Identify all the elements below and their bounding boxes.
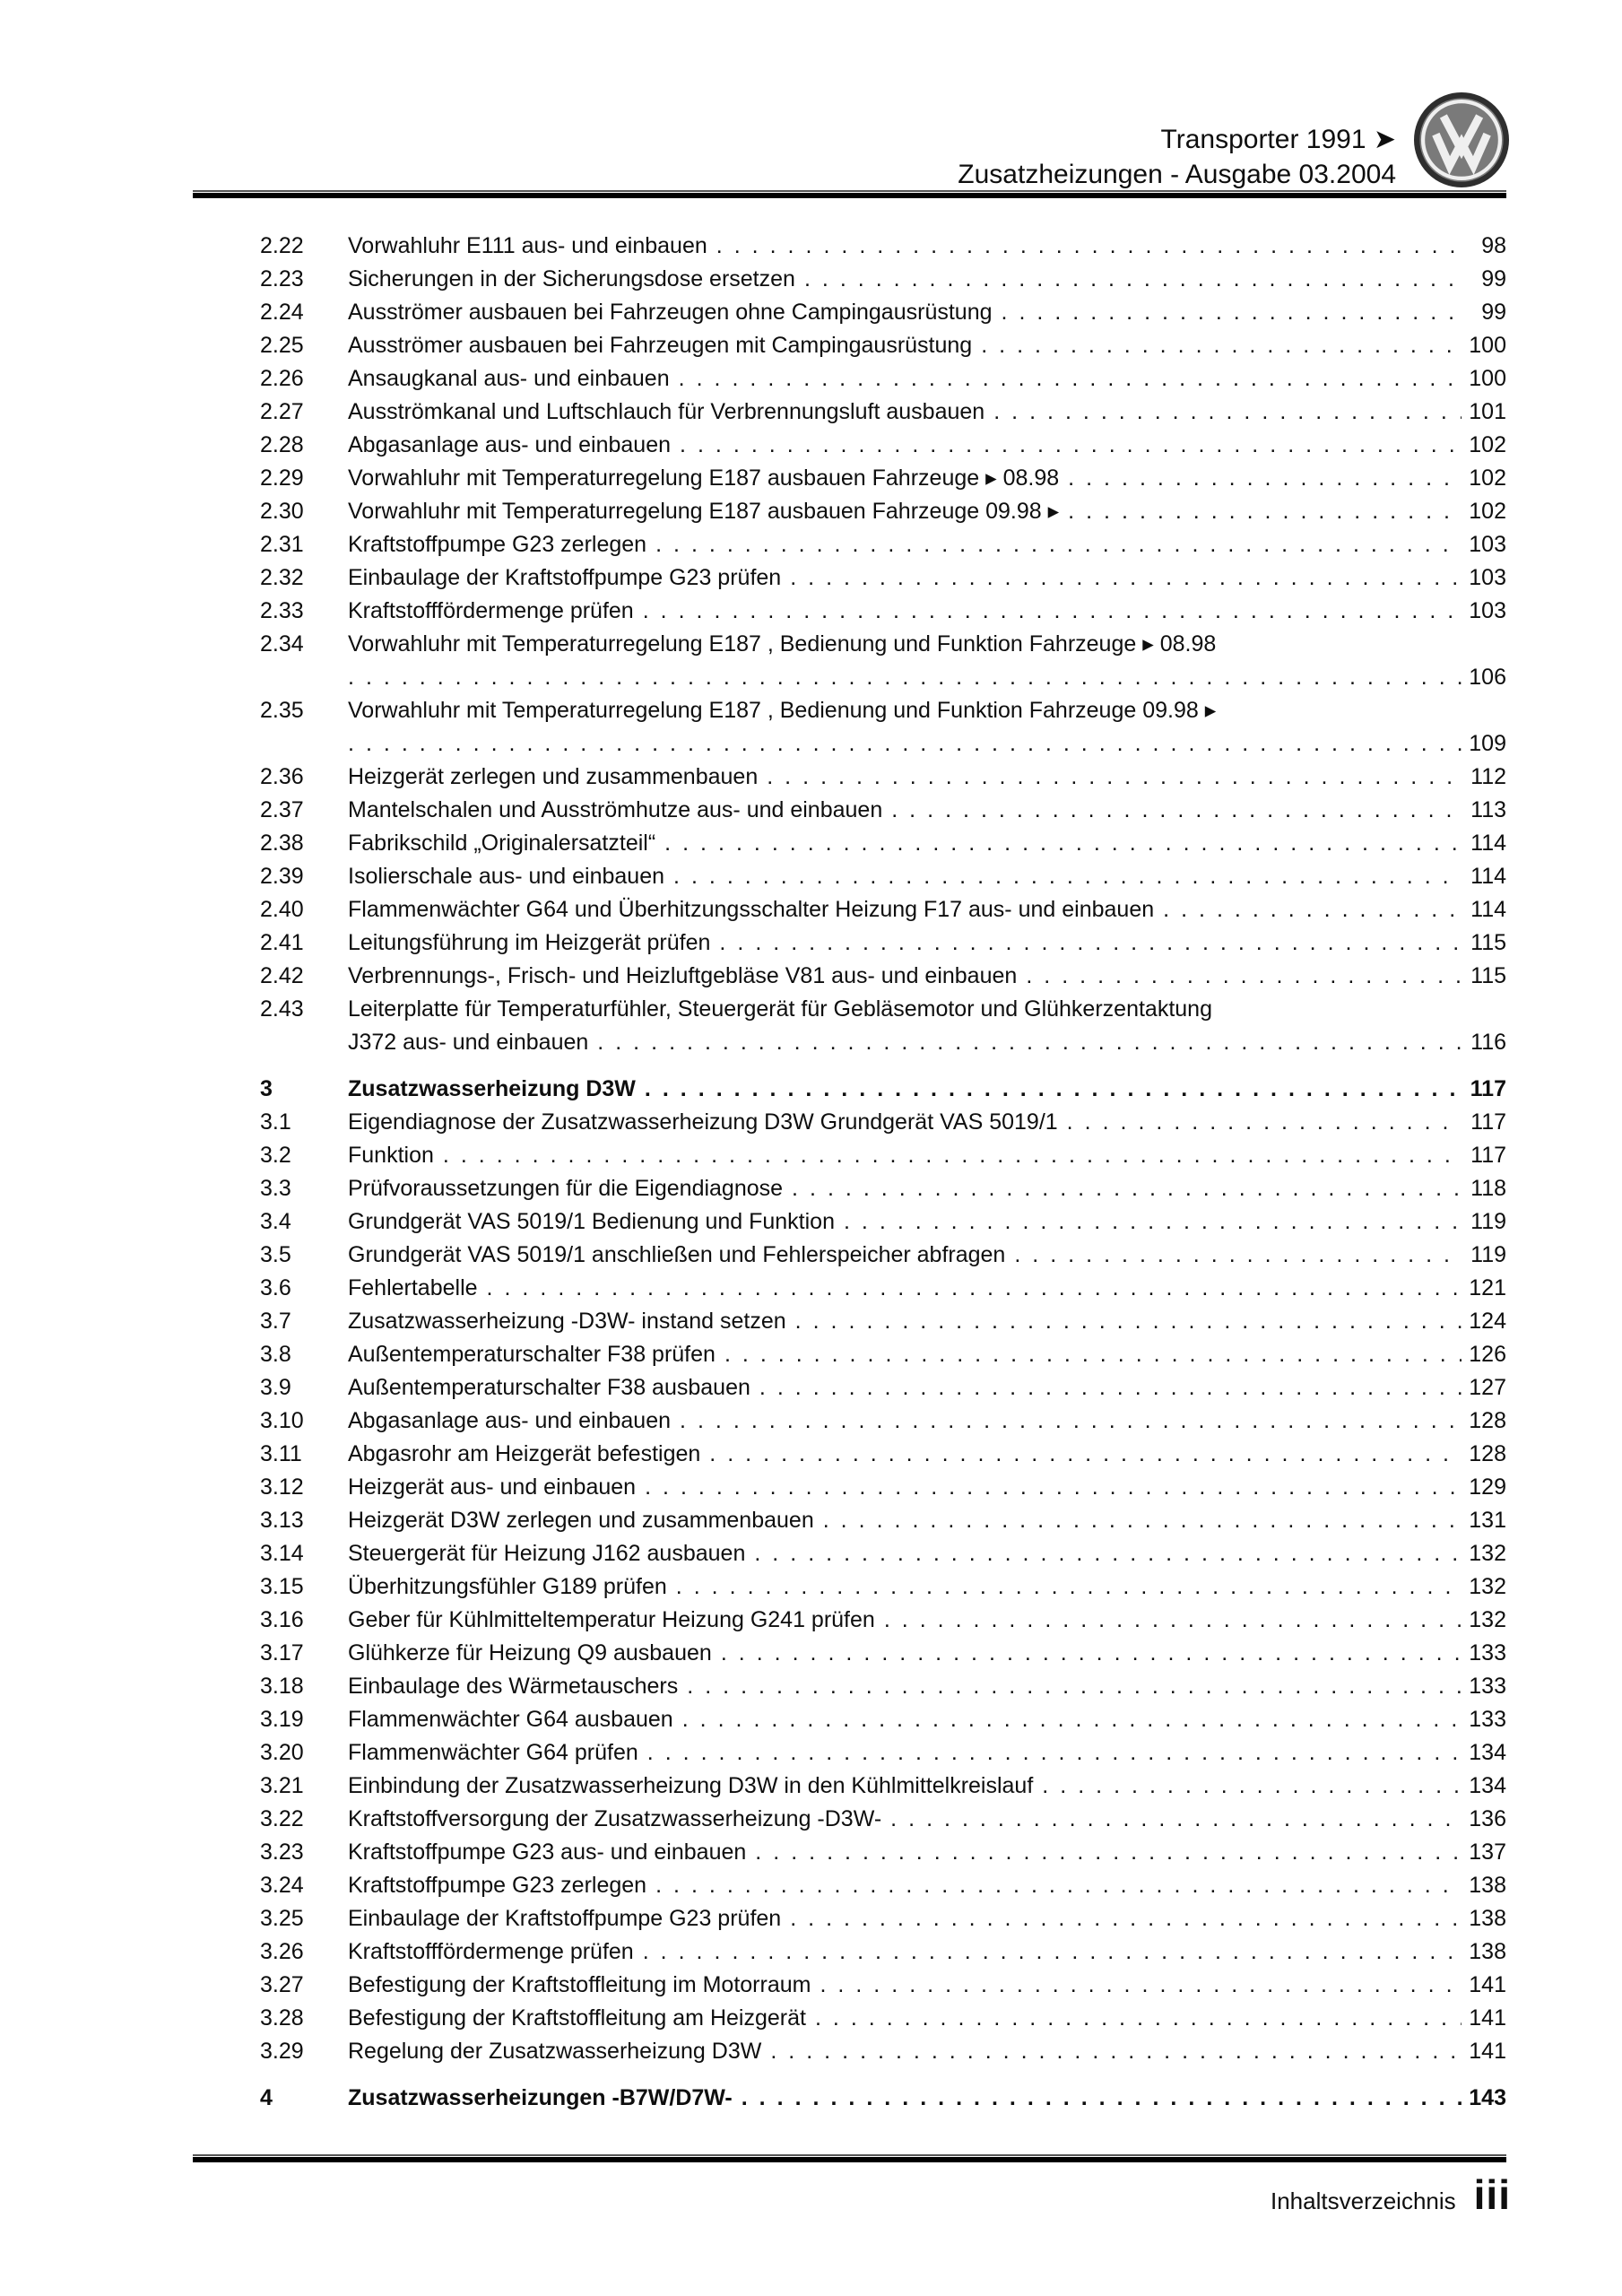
toc-entry (260, 1438, 1506, 1471)
entry-page-number: 115 (1470, 930, 1506, 955)
dot-leader (721, 1637, 1462, 1670)
entry-page-number: 126 (1469, 1342, 1506, 1367)
toc-entry (260, 2035, 1506, 2068)
entry-page-number: 112 (1470, 764, 1506, 789)
entry-page-number: 114 (1470, 897, 1506, 922)
toc-entry (260, 1570, 1506, 1604)
entry-page-number: 100 (1469, 366, 1506, 391)
entry-number: 3.23 (260, 1839, 304, 1865)
toc-entry (260, 595, 1506, 628)
entry-number: 3.27 (260, 1972, 304, 1997)
dot-leader (348, 727, 1462, 761)
entry-number: 3.17 (260, 1640, 304, 1665)
entry-number: 3.4 (260, 1209, 291, 1234)
entry-title: Prüfvoraussetzungen für die Eigendiagnose (348, 1176, 784, 1201)
entry-page-number: 115 (1470, 963, 1506, 988)
entry-number: 2.28 (260, 432, 304, 457)
dot-leader (647, 1736, 1462, 1770)
toc-entry (260, 1272, 1506, 1305)
toc-entry (260, 1537, 1506, 1570)
dot-leader (645, 1471, 1462, 1504)
page-footer (1271, 2170, 1511, 2219)
entry-title: Kraftstoffpumpe G23 aus- und einbauen (348, 1839, 747, 1865)
entry-page-number: 134 (1469, 1773, 1506, 1798)
entry-page-number: 133 (1469, 1640, 1506, 1665)
toc-entry (260, 1239, 1506, 1272)
entry-number: 3.26 (260, 1939, 304, 1964)
entry-number: 3.9 (260, 1375, 291, 1400)
entry-page-number: 103 (1469, 532, 1506, 557)
entry-title: Heizgerät zerlegen und zusammenbauen (348, 764, 759, 789)
entry-title: Einbaulage des Wärmetauschers (348, 1674, 679, 1699)
toc-entry (260, 794, 1506, 827)
entry-title: Mantelschalen und Ausströmhutze aus- und einbauen (348, 797, 883, 822)
entry-title: Kraftstofffördermenge prüfen (348, 598, 634, 623)
dot-leader (643, 1935, 1462, 1969)
entry-title: Isolierschale aus- und einbauen (348, 864, 665, 889)
entry-title: Abgasanlage aus- und einbauen (348, 432, 672, 457)
entry-title: Sicherungen in der Sicherungsdose ersetzen (348, 266, 795, 291)
toc-entry (260, 296, 1506, 329)
entry-number: 3.8 (260, 1342, 291, 1367)
entry-number: 3.3 (260, 1176, 291, 1201)
entry-number: 2.35 (260, 698, 304, 723)
entry-title: Überhitzungsfühler G189 prüfen (348, 1574, 667, 1599)
entry-number: 3.10 (260, 1408, 304, 1433)
toc-entry (260, 1935, 1506, 1969)
entry-page-number: 102 (1469, 499, 1506, 524)
toc-entry (260, 230, 1506, 263)
toc-entry (260, 495, 1506, 528)
dot-leader (716, 230, 1462, 263)
toc-entry (260, 1869, 1506, 1902)
entry-page-number: 133 (1469, 1707, 1506, 1732)
toc-entry-continuation (260, 661, 1506, 694)
entry-page-number: 102 (1469, 465, 1506, 491)
dot-leader (815, 2002, 1462, 2035)
entry-number: 3.22 (260, 1806, 304, 1831)
toc-entry (260, 694, 1506, 727)
entry-number: 2.22 (260, 233, 304, 258)
entry-number: 3.16 (260, 1607, 304, 1632)
entry-title: Außentemperaturschalter F38 ausbauen (348, 1375, 750, 1400)
dot-leader (1068, 462, 1462, 495)
toc-entry (260, 429, 1506, 462)
toc-entry (260, 462, 1506, 495)
entry-title: Vorwahluhr mit Temperaturregelung E187 ausbauen Fahrzeuge ▸ 08.98 (348, 465, 1060, 491)
toc-entry (260, 329, 1506, 362)
toc-entry (260, 1371, 1506, 1405)
entry-page-number: 109 (1469, 731, 1506, 756)
entry-page-number: 128 (1469, 1441, 1506, 1466)
entry-title: Fehlertabelle (348, 1275, 478, 1300)
entry-number: 2.42 (260, 963, 304, 988)
entry-title: Grundgerät VAS 5019/1 anschließen und Fehlerspeicher abfragen (348, 1242, 1006, 1267)
toc-entry (260, 1969, 1506, 2002)
entry-title: Verbrennungs-, Frisch- und Heizluftgebläse V81 aus- und einbauen (348, 963, 1018, 988)
toc-entry (260, 827, 1506, 860)
footer-label: Inhaltsverzeichnis (1271, 2187, 1456, 2214)
toc-entry (260, 1305, 1506, 1338)
entry-number: 2.33 (260, 598, 304, 623)
footer-divider (193, 2154, 1506, 2162)
entry-number: 3.1 (260, 1109, 291, 1135)
toc-entry (260, 1637, 1506, 1670)
entry-number: 3 (260, 1076, 273, 1101)
entry-number: 3.13 (260, 1508, 304, 1533)
entry-page-number: 106 (1469, 665, 1506, 690)
entry-title: Leitungsführung im Heizgerät prüfen (348, 930, 711, 955)
entry-number: 2.40 (260, 897, 304, 922)
toc-entry (260, 893, 1506, 926)
dot-leader (884, 1604, 1462, 1637)
header-edition-line: Zusatzheizungen - Ausgabe 03.2004 (958, 160, 1396, 189)
entry-number: 2.41 (260, 930, 304, 955)
entry-page-number: 118 (1470, 1176, 1506, 1201)
vw-logo-icon (1414, 92, 1509, 187)
header-divider (193, 190, 1506, 198)
entry-title: Ausströmer ausbauen bei Fahrzeugen ohne Campingausrüstung (348, 300, 993, 325)
dot-leader (597, 1026, 1462, 1059)
footer-page-number: iii (1473, 2171, 1511, 2218)
dot-leader (742, 2082, 1462, 2115)
dot-leader (348, 661, 1462, 694)
entry-page-number: 133 (1469, 1674, 1506, 1699)
entry-page-number: 117 (1470, 1109, 1506, 1135)
entry-page-number: 141 (1469, 1972, 1506, 1997)
toc-entry (260, 1471, 1506, 1504)
entry-title: Vorwahluhr mit Temperaturregelung E187 , Bedienung und Funktion Fahrzeuge ▸ 08.98 (348, 631, 1217, 657)
entry-page-number: 132 (1469, 1607, 1506, 1632)
entry-title: Zusatzwasserheizung D3W (348, 1076, 636, 1101)
entry-page-number: 129 (1469, 1474, 1506, 1500)
entry-title: Befestigung der Kraftstoffleitung im Motorraum (348, 1972, 811, 1997)
dot-leader (792, 1172, 1462, 1205)
entry-number: 2.25 (260, 333, 304, 358)
toc-entry (260, 1073, 1506, 1106)
entry-page-number: 117 (1470, 1143, 1506, 1168)
entry-page-number: 116 (1470, 1030, 1506, 1055)
entry-number: 3.14 (260, 1541, 304, 1566)
entry-title: Funktion (348, 1143, 434, 1168)
entry-title: Einbaulage der Kraftstoffpumpe G23 prüfen (348, 565, 782, 590)
toc-entry (260, 2082, 1506, 2115)
toc-entry (260, 1338, 1506, 1371)
entry-title: Regelung der Zusatzwasserheizung D3W (348, 2039, 762, 2064)
entry-page-number: 134 (1469, 1740, 1506, 1765)
dot-leader (487, 1272, 1462, 1305)
entry-number: 2.31 (260, 532, 304, 557)
entry-title: Vorwahluhr mit Temperaturregelung E187 ausbauen Fahrzeuge 09.98 ▸ (348, 499, 1060, 524)
entry-title: Flammenwächter G64 und Überhitzungsschalter Heizung F17 aus- und einbauen (348, 897, 1155, 922)
dot-leader (790, 561, 1462, 595)
entry-title: Flammenwächter G64 prüfen (348, 1740, 638, 1765)
entry-number: 2.27 (260, 399, 304, 424)
entry-title: Abgasanlage aus- und einbauen (348, 1408, 672, 1433)
dot-leader (680, 429, 1462, 462)
entry-title: Kraftstofffördermenge prüfen (348, 1939, 634, 1964)
entry-title: Vorwahluhr mit Temperaturregelung E187 , Bedienung und Funktion Fahrzeuge 09.98 ▸ (348, 698, 1217, 723)
entry-page-number: 101 (1469, 399, 1506, 424)
dot-leader (754, 1537, 1462, 1570)
dot-leader (1014, 1239, 1462, 1272)
toc-list (260, 230, 1506, 2115)
entry-page-number: 124 (1469, 1309, 1506, 1334)
entry-number: 3.21 (260, 1773, 304, 1798)
entry-page-number: 128 (1469, 1408, 1506, 1433)
toc-entry (260, 960, 1506, 993)
dot-leader (443, 1139, 1462, 1172)
dot-leader (891, 794, 1462, 827)
entry-number: 2.23 (260, 266, 304, 291)
entry-page-number: 121 (1469, 1275, 1506, 1300)
toc-entry (260, 1803, 1506, 1836)
entry-page-number: 136 (1469, 1806, 1506, 1831)
entry-title: Heizgerät D3W zerlegen und zusammenbauen (348, 1508, 814, 1533)
toc-entry (260, 1139, 1506, 1172)
entry-title: Eigendiagnose der Zusatzwasserheizung D3W Grundgerät VAS 5019/1 (348, 1109, 1058, 1135)
toc-entry (260, 1770, 1506, 1803)
dot-leader (682, 1703, 1462, 1736)
toc-entry (260, 926, 1506, 960)
entry-number: 2.24 (260, 300, 304, 325)
toc-entry (260, 1902, 1506, 1935)
entry-title: Kraftstoffversorgung der Zusatzwasserheizung -D3W- (348, 1806, 882, 1831)
entry-title: Kraftstoffpumpe G23 zerlegen (348, 532, 647, 557)
entry-title: Ansaugkanal aus- und einbauen (348, 366, 670, 391)
page-header (958, 122, 1396, 192)
dot-leader (890, 1803, 1462, 1836)
entry-page-number: 143 (1469, 2085, 1506, 2110)
dot-leader (844, 1205, 1462, 1239)
entry-number: 3.19 (260, 1707, 304, 1732)
entry-page-number: 114 (1470, 831, 1506, 856)
toc-entry (260, 1405, 1506, 1438)
toc-entry (260, 362, 1506, 396)
entry-title: Steuergerät für Heizung J162 ausbauen (348, 1541, 746, 1566)
dot-leader (1026, 960, 1462, 993)
entry-page-number: 98 (1481, 233, 1506, 258)
dot-leader (709, 1438, 1462, 1471)
dot-leader (687, 1670, 1462, 1703)
toc-entry (260, 1172, 1506, 1205)
entry-page-number: 138 (1469, 1906, 1506, 1931)
entry-page-number: 99 (1481, 266, 1506, 291)
entry-title: Fabrikschild „Originalersatzteil“ (348, 831, 656, 856)
entry-page-number: 137 (1469, 1839, 1506, 1865)
toc-entry (260, 761, 1506, 794)
entry-title: Flammenwächter G64 ausbauen (348, 1707, 673, 1732)
dot-leader (1067, 1106, 1462, 1139)
entry-page-number: 103 (1469, 598, 1506, 623)
entry-title: Einbaulage der Kraftstoffpumpe G23 prüfen (348, 1906, 782, 1931)
dot-leader (1002, 296, 1462, 329)
entry-number: 3.28 (260, 2005, 304, 2031)
entry-page-number: 103 (1469, 565, 1506, 590)
entry-title-continued: J372 aus- und einbauen (348, 1030, 589, 1055)
entry-page-number: 102 (1469, 432, 1506, 457)
toc-entry (260, 528, 1506, 561)
entry-page-number: 132 (1469, 1574, 1506, 1599)
header-product-line: Transporter 1991 ➤ (1160, 125, 1396, 154)
entry-title: Heizgerät aus- und einbauen (348, 1474, 637, 1500)
entry-number: 2.38 (260, 831, 304, 856)
entry-title: Einbindung der Zusatzwasserheizung D3W in den Kühlmittelkreislauf (348, 1773, 1034, 1798)
entry-number: 2.29 (260, 465, 304, 491)
entry-title: Außentemperaturschalter F38 prüfen (348, 1342, 716, 1367)
entry-title: Ausströmkanal und Luftschlauch für Verbrennungsluft ausbauen (348, 399, 985, 424)
entry-page-number: 100 (1469, 333, 1506, 358)
entry-page-number: 117 (1470, 1076, 1506, 1101)
dot-leader (655, 1869, 1462, 1902)
dot-leader (664, 827, 1462, 860)
entry-number: 2.34 (260, 631, 304, 657)
toc-entry (260, 1703, 1506, 1736)
entry-number: 3.24 (260, 1873, 304, 1898)
entry-title: Vorwahluhr E111 aus- und einbauen (348, 233, 707, 258)
dot-leader (1068, 495, 1462, 528)
toc-entry (260, 1836, 1506, 1869)
dot-leader (759, 1371, 1462, 1405)
toc-entry (260, 1736, 1506, 1770)
entry-title: Abgasrohr am Heizgerät befestigen (348, 1441, 701, 1466)
dot-leader (1042, 1770, 1462, 1803)
toc-entry (260, 1106, 1506, 1139)
entry-page-number: 141 (1469, 2005, 1506, 2031)
entry-page-number: 119 (1470, 1209, 1506, 1234)
entry-title: Zusatzwasserheizung -D3W- instand setzen (348, 1309, 786, 1334)
dot-leader (719, 926, 1462, 960)
entry-title: Befestigung der Kraftstoffleitung am Heizgerät (348, 2005, 806, 2031)
dot-leader (823, 1504, 1462, 1537)
entry-number: 2.39 (260, 864, 304, 889)
dot-leader (820, 1969, 1462, 2002)
entry-page-number: 127 (1469, 1375, 1506, 1400)
entry-number: 3.7 (260, 1309, 291, 1334)
entry-title: Zusatzwasserheizungen -B7W/D7W- (348, 2085, 733, 2110)
toc-entry (260, 263, 1506, 296)
entry-page-number: 138 (1469, 1939, 1506, 1964)
toc-entry (260, 1670, 1506, 1703)
entry-page-number: 114 (1470, 864, 1506, 889)
dot-leader (679, 362, 1462, 396)
toc-entry (260, 1604, 1506, 1637)
dot-leader (767, 761, 1462, 794)
entry-number: 3.6 (260, 1275, 291, 1300)
entry-title: Ausströmer ausbauen bei Fahrzeugen mit Campingausrüstung (348, 333, 973, 358)
dot-leader (790, 1902, 1462, 1935)
toc-entry-continuation (260, 727, 1506, 761)
entry-number: 3.25 (260, 1906, 304, 1931)
dot-leader (673, 860, 1462, 893)
toc-entry (260, 2002, 1506, 2035)
entry-number: 3.20 (260, 1740, 304, 1765)
entry-page-number: 99 (1481, 300, 1506, 325)
entry-number: 3.29 (260, 2039, 304, 2064)
entry-number: 3.2 (260, 1143, 291, 1168)
entry-page-number: 141 (1469, 2039, 1506, 2064)
toc-entry (260, 628, 1506, 661)
toc-entry (260, 860, 1506, 893)
toc-entry (260, 993, 1506, 1026)
dot-leader (795, 1305, 1462, 1338)
entry-title: Leiterplatte für Temperaturfühler, Steuergerät für Gebläsemotor und Glühkerzentaktung (348, 996, 1212, 1022)
toc-entry (260, 561, 1506, 595)
dot-leader (770, 2035, 1462, 2068)
dot-leader (680, 1405, 1462, 1438)
dot-leader (755, 1836, 1462, 1869)
dot-leader (645, 1073, 1462, 1106)
entry-page-number: 119 (1470, 1242, 1506, 1267)
entry-page-number: 132 (1469, 1541, 1506, 1566)
entry-title: Grundgerät VAS 5019/1 Bedienung und Funktion (348, 1209, 835, 1234)
dot-leader (804, 263, 1462, 296)
entry-number: 3.5 (260, 1242, 291, 1267)
entry-title: Glühkerze für Heizung Q9 ausbauen (348, 1640, 712, 1665)
entry-number: 3.11 (260, 1441, 302, 1466)
toc-entry (260, 1504, 1506, 1537)
entry-page-number: 131 (1469, 1508, 1506, 1533)
dot-leader (676, 1570, 1462, 1604)
entry-title: Kraftstoffpumpe G23 zerlegen (348, 1873, 647, 1898)
toc-entry (260, 1205, 1506, 1239)
entry-number: 2.36 (260, 764, 304, 789)
entry-page-number: 138 (1469, 1873, 1506, 1898)
entry-title: Geber für Kühlmitteltemperatur Heizung G241 prüfen (348, 1607, 875, 1632)
toc-entry (260, 396, 1506, 429)
entry-number: 2.32 (260, 565, 304, 590)
entry-number: 2.43 (260, 996, 304, 1022)
entry-number: 2.37 (260, 797, 304, 822)
dot-leader (643, 595, 1462, 628)
entry-number: 3.15 (260, 1574, 304, 1599)
entry-number: 3.18 (260, 1674, 304, 1699)
dot-leader (993, 396, 1462, 429)
dot-leader (724, 1338, 1462, 1371)
entry-page-number: 113 (1470, 797, 1506, 822)
dot-leader (981, 329, 1462, 362)
toc-entry-continuation (260, 1026, 1506, 1059)
dot-leader (655, 528, 1462, 561)
entry-number: 2.26 (260, 366, 304, 391)
entry-number: 2.30 (260, 499, 304, 524)
entry-number: 3.12 (260, 1474, 304, 1500)
entry-number: 4 (260, 2085, 273, 2110)
dot-leader (1163, 893, 1462, 926)
